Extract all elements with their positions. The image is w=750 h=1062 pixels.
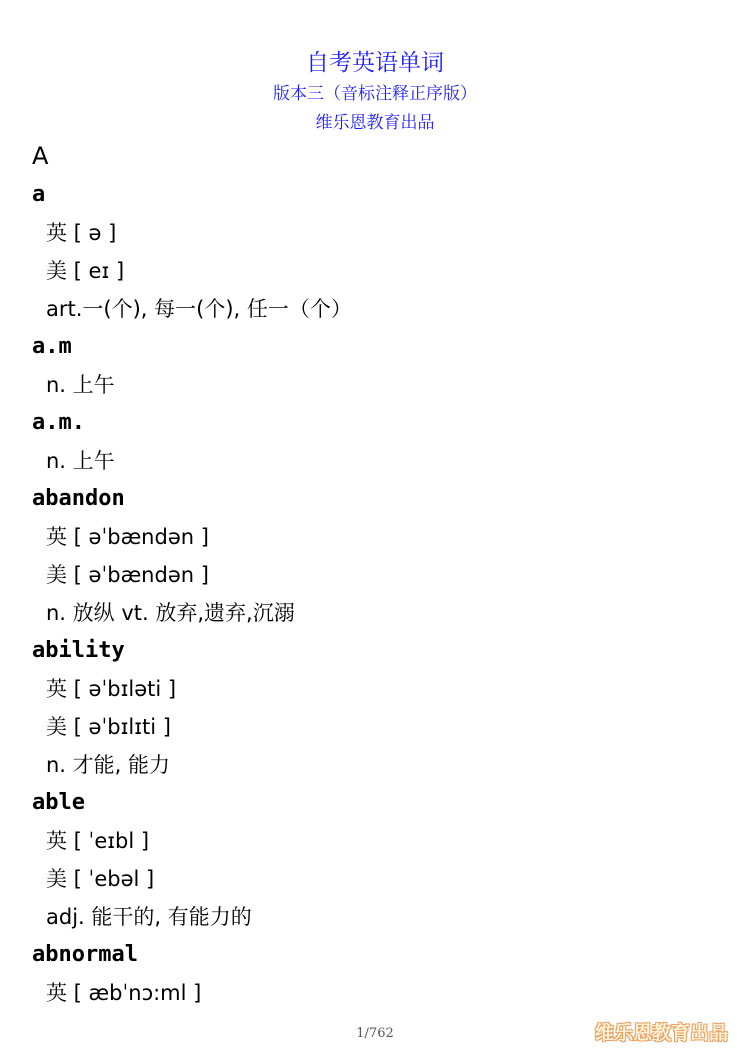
publisher-line: 维乐恩教育出品 bbox=[315, 113, 435, 133]
pronunciation-line: 英 [ ə ] bbox=[46, 221, 117, 245]
pronunciation-line: 英 [ əˈbɪləti ] bbox=[46, 677, 177, 701]
document-title: 自考英语单词 bbox=[306, 50, 444, 76]
headword: abandon bbox=[32, 486, 125, 511]
pronunciation-line: 美 [ eɪ ] bbox=[46, 259, 125, 283]
pronunciation-line: 美 [ əˈbændən ] bbox=[46, 563, 209, 587]
pronunciation-line: 英 [ ˈeɪbl ] bbox=[46, 829, 150, 853]
definition-line: n. 上午 bbox=[46, 449, 115, 473]
document-subtitle: 版本三（音标注释正序版） bbox=[273, 84, 477, 104]
definition-line: n. 才能, 能力 bbox=[46, 753, 171, 777]
headword: a bbox=[32, 182, 46, 207]
headword: a.m. bbox=[32, 410, 85, 435]
headword: able bbox=[32, 790, 85, 815]
pronunciation-line: 美 [ əˈbɪlɪti ] bbox=[46, 715, 171, 739]
headword: abnormal bbox=[32, 942, 138, 967]
definition-line: n. 放纵 vt. 放弃,遗弃,沉溺 bbox=[46, 601, 295, 625]
definition-line: n. 上午 bbox=[46, 373, 115, 397]
page-number: 1/762 bbox=[356, 1026, 394, 1041]
entry-list bbox=[32, 176, 732, 1012]
pronunciation-line: 美 [ ˈebəl ] bbox=[46, 867, 155, 891]
pronunciation-line: 英 [ æbˈnɔ:ml ] bbox=[46, 981, 202, 1005]
headword: ability bbox=[32, 638, 125, 663]
watermark-logo: 维乐恩教育出品 bbox=[594, 1022, 728, 1044]
definition-line: art.一(个), 每一(个), 任一（个） bbox=[46, 297, 352, 321]
pronunciation-line: 英 [ əˈbændən ] bbox=[46, 525, 209, 549]
definition-line: adj. 能干的, 有能力的 bbox=[46, 905, 252, 929]
headword: a.m bbox=[32, 334, 72, 359]
section-letter: A bbox=[32, 142, 49, 170]
